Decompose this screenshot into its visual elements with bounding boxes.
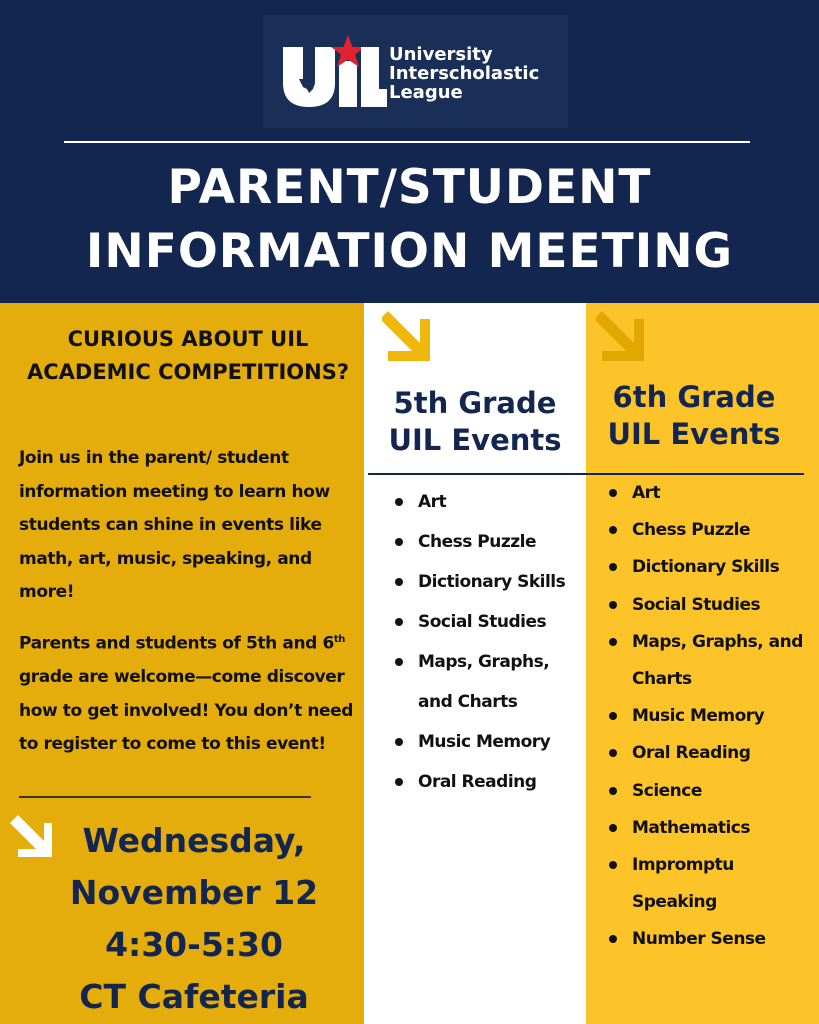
arrow-down-right-icon	[592, 309, 652, 369]
list-item: Oral Reading	[608, 735, 813, 772]
list-item: Music Memory	[608, 698, 813, 735]
welcome-paragraph-part2: grade are welcome—come discover how to get involved! You don’t need to register to come to this event!	[19, 667, 354, 755]
uil-logo-mark-text: UIL	[281, 33, 283, 34]
intro-paragraph: Join us in the parent/ student information meeting to learn how students can shine in events like math, art, music, speaking, and more!	[19, 448, 330, 602]
header-divider	[64, 141, 750, 143]
uil-logo-text	[389, 45, 539, 102]
event-date: November 12	[69, 873, 319, 912]
list-item: Dictionary Skills	[608, 549, 813, 586]
list-item: Maps, Graphs, and Charts	[608, 624, 813, 698]
info-column	[0, 303, 364, 1024]
uil-logo	[263, 15, 568, 128]
title-line-1: PARENT/STUDENT	[167, 160, 652, 215]
list-item: Art	[608, 475, 813, 512]
list-item: Number Sense	[608, 921, 813, 958]
uil-logo-mark	[281, 33, 387, 109]
list-item: Social Studies	[608, 587, 813, 624]
logo-line-interscholastic: Interscholastic	[389, 63, 540, 84]
event-details	[60, 815, 328, 1023]
logo-line-league: League	[389, 82, 463, 103]
list-item: Impromptu Speaking	[608, 847, 813, 921]
list-item: Dictionary Skills	[394, 562, 584, 602]
list-item: Music Memory	[394, 722, 584, 762]
welcome-paragraph-sup: th	[333, 634, 345, 645]
logo-line-university: University	[389, 44, 493, 65]
arrow-down-right-icon	[378, 309, 438, 369]
title-line-2: INFORMATION MEETING	[85, 224, 734, 279]
grade6-heading	[594, 379, 794, 453]
grade5-heading-line2: UIL Events	[388, 423, 562, 457]
list-item: Art	[394, 482, 584, 522]
list-item: Chess Puzzle	[394, 522, 584, 562]
list-item: Chess Puzzle	[608, 512, 813, 549]
grade5-event-list	[394, 482, 584, 802]
header-banner	[0, 0, 819, 303]
curious-heading: CURIOUS ABOUT UIL ACADEMIC COMPETITIONS?	[26, 327, 350, 384]
list-item: Oral Reading	[394, 762, 584, 802]
event-location: CT Cafeteria	[79, 977, 309, 1016]
grade5-heading-line1: 5th Grade	[393, 386, 557, 420]
list-item: Science	[608, 773, 813, 810]
event-day: Wednesday,	[82, 821, 306, 860]
welcome-paragraph	[19, 623, 364, 762]
list-item: Mathematics	[608, 810, 813, 847]
arrow-down-right-icon	[10, 815, 58, 863]
grade5-divider	[368, 473, 586, 475]
event-time: 4:30-5:30	[105, 925, 283, 964]
welcome-paragraph-part1: Parents and students of 5th and 6	[19, 633, 334, 654]
grade6-event-list	[608, 475, 813, 959]
grade5-heading	[372, 385, 578, 459]
grade5-column	[364, 303, 586, 1024]
grade6-heading-line2: UIL Events	[607, 417, 781, 451]
grade6-heading-line1: 6th Grade	[612, 380, 776, 414]
grade6-column	[586, 303, 819, 1024]
info-divider	[19, 796, 311, 798]
list-item: Maps, Graphs, and Charts	[394, 642, 584, 722]
list-item: Social Studies	[394, 602, 584, 642]
